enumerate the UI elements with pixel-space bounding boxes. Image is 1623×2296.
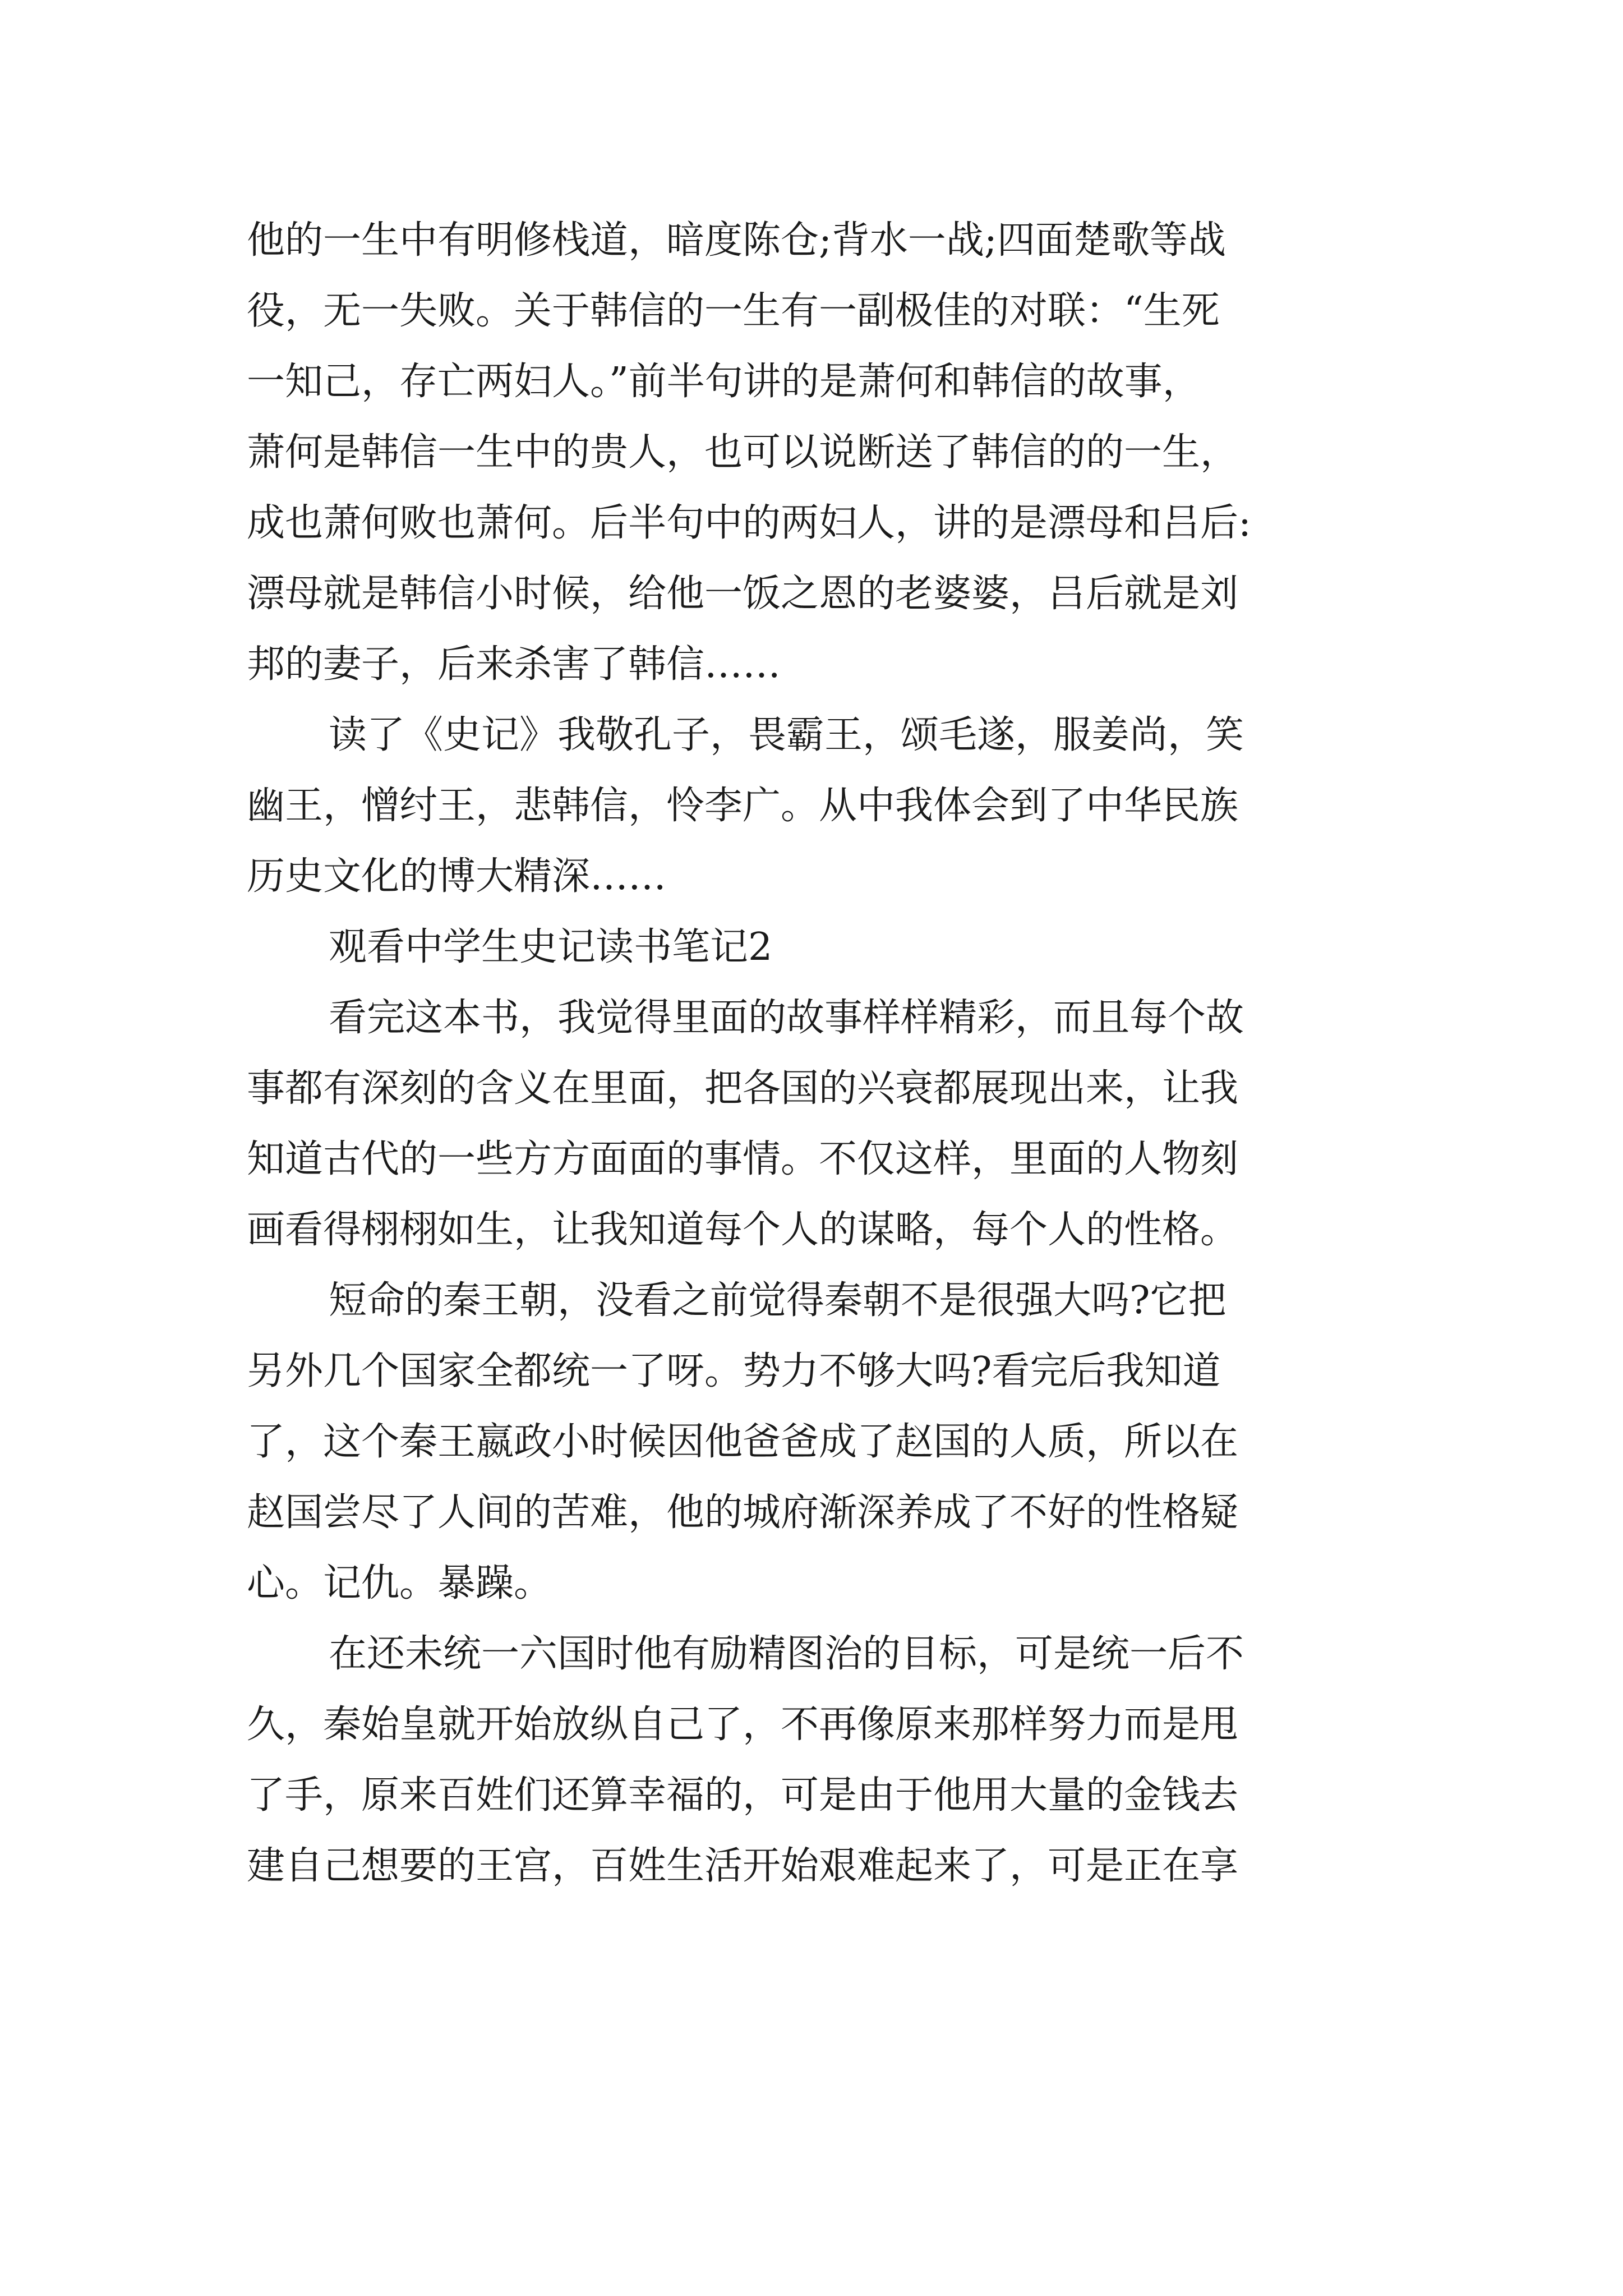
text-line: 观看中学生史记读书笔记2 [329, 925, 773, 969]
text-line: 短命的秦王朝，没看之前觉得秦朝不是很强大吗?它把 [329, 1278, 1227, 1323]
text-line: 幽王，憎纣王，悲韩信，怜李广。从中我体会到了中华民族 [247, 784, 1239, 828]
text-line: 了手，原来百姓们还算幸福的，可是由于他用大量的金钱去 [247, 1773, 1239, 1818]
text-line: 事都有深刻的含义在里面，把各国的兴衰都展现出来，让我 [247, 1066, 1239, 1111]
text-line: 漂母就是韩信小时候，给他一饭之恩的老婆婆，吕后就是刘 [247, 572, 1239, 616]
text-line: 久，秦始皇就开始放纵自己了，不再像原来那样努力而是甩 [247, 1703, 1239, 1747]
text-line: 另外几个国家全都统一了呀。势力不够大吗?看完后我知道 [247, 1349, 1221, 1393]
text-line: 萧何是韩信一生中的贵人，也可以说断送了韩信的的一生， [247, 430, 1239, 475]
text-line: 知道古代的一些方方面面的事情。不仅这样，里面的人物刻 [247, 1137, 1239, 1181]
text-line: 建自己想要的王宫，百姓生活开始艰难起来了，可是正在享 [247, 1844, 1239, 1888]
text-line: 役，无一失败。关于韩信的一生有一副极佳的对联：“生死 [247, 289, 1220, 333]
text-line: 心。记仇。暴躁。 [247, 1561, 552, 1605]
text-line: 读了《史记》我敬孔子，畏霸王，颂毛遂，服姜尚，笑 [329, 713, 1244, 757]
text-line: 成也萧何败也萧何。后半句中的两妇人，讲的是漂母和吕后: [247, 501, 1251, 545]
text-line: 历史文化的博大精深…… [247, 854, 667, 899]
text-line: 赵国尝尽了人间的苦难，他的城府渐深养成了不好的性格疑 [247, 1490, 1239, 1535]
text-line: 画看得栩栩如生，让我知道每个人的谋略，每个人的性格。 [247, 1208, 1239, 1252]
text-line: 邦的妻子，后来杀害了韩信…… [247, 642, 781, 687]
text-line: 他的一生中有明修栈道，暗度陈仓;背水一战;四面楚歌等战 [247, 218, 1226, 263]
text-line: 在还未统一六国时他有励精图治的目标，可是统一后不 [329, 1632, 1244, 1676]
text-line: 一知己，存亡两妇人。”前半句讲的是萧何和韩信的故事， [247, 360, 1201, 404]
body-text [247, 205, 1385, 1902]
text-line: 看完这本书，我觉得里面的故事样样精彩，而且每个故 [329, 996, 1244, 1040]
text-line: 了，这个秦王嬴政小时候因他爸爸成了赵国的人质，所以在 [247, 1420, 1239, 1464]
